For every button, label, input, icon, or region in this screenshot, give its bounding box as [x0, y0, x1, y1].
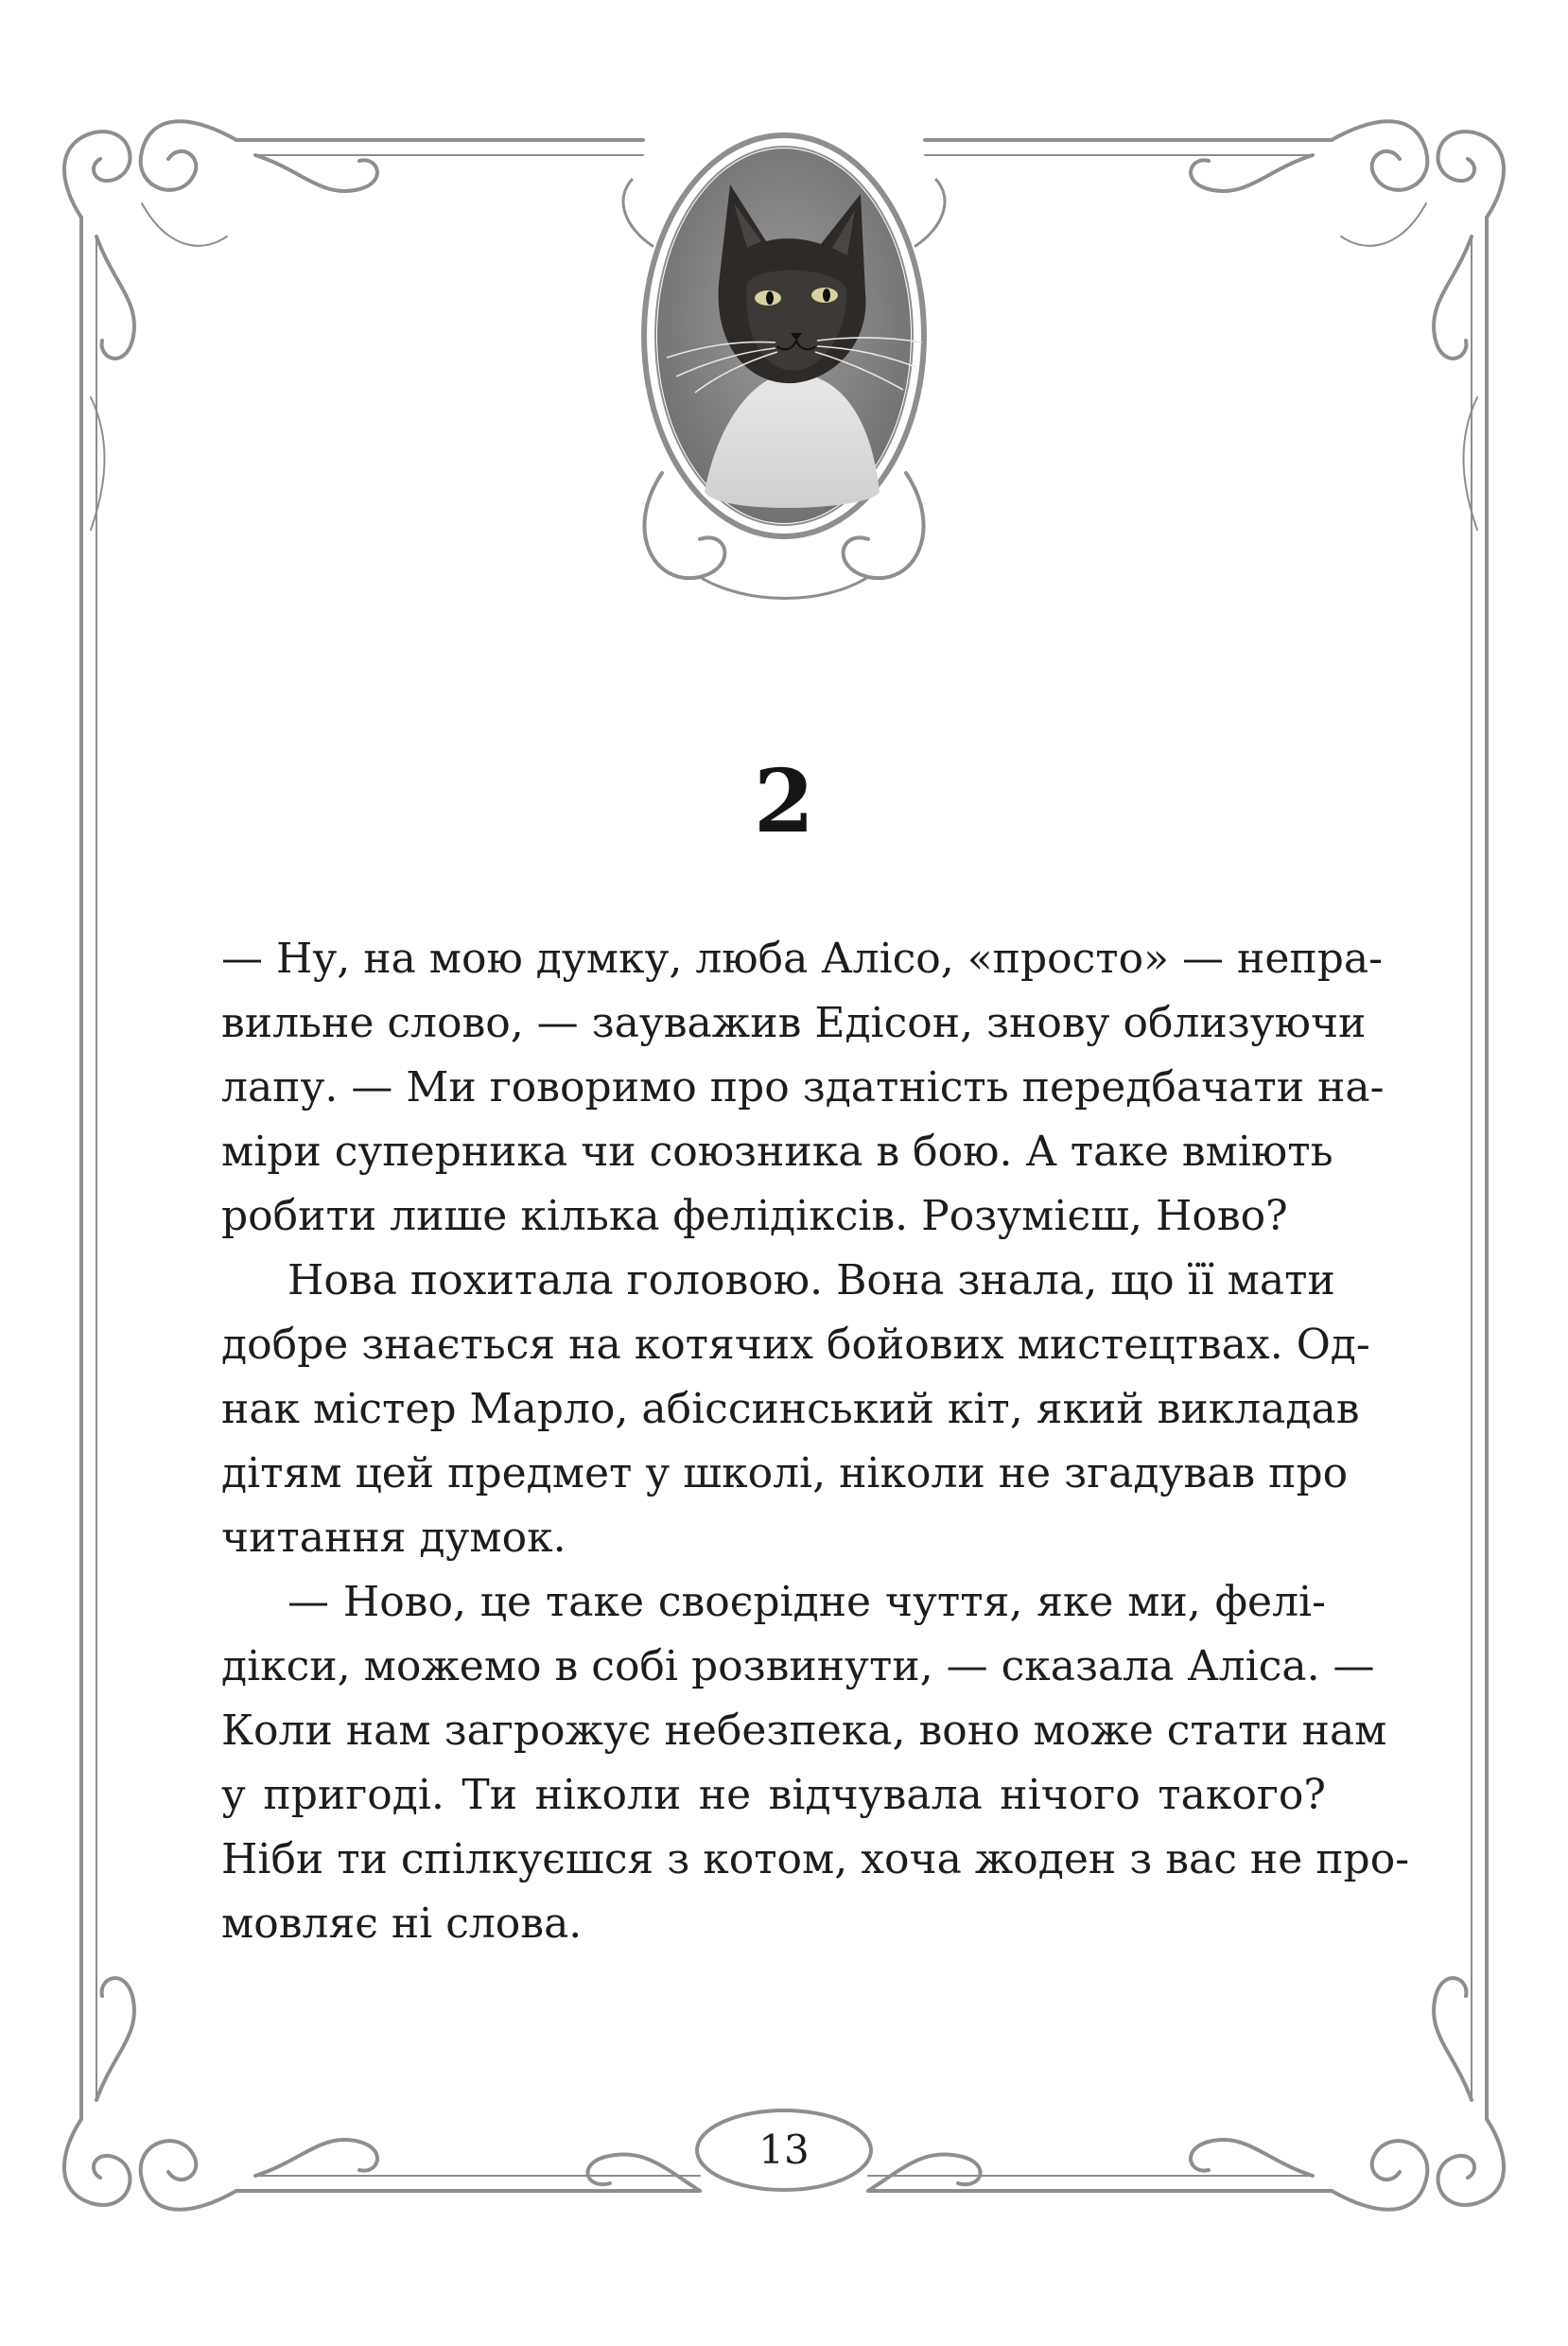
text-line: — Ново, це таке своєрідне чуття, яке ми, фелі- [287, 1578, 1326, 1626]
text-line: читання думок. [221, 1514, 566, 1562]
text-line: Коли нам загрожує небезпека, воно може стати нам [221, 1707, 1387, 1755]
siamese-cat-illustration [657, 149, 922, 523]
text-line: Ніби ти спілкуєшся з котом, хоча жоден з вас не про- [221, 1835, 1410, 1883]
text-line: дітям цей предмет у школі, ніколи не згадував про [221, 1449, 1349, 1497]
chapter-number: 2 [753, 750, 814, 852]
text-line: дікси, можемо в собі розвинути, — сказала Аліса. — [221, 1642, 1375, 1690]
text-line: Нова похитала головою. Вона знала, що її мати [287, 1256, 1335, 1304]
text-line: вильне слово, — зауважив Едісон, знову облизуючи [221, 999, 1367, 1047]
corner-flourish-top-right [1191, 121, 1504, 530]
corner-flourish-top-left [64, 121, 377, 530]
text-line: у пригоді. Ти ніколи не відчувала нічого такого? [221, 1771, 1326, 1819]
text-line: добре знається на котячих бойових мистецтвах. Од- [221, 1321, 1370, 1369]
chapter-body-text [221, 927, 1410, 1956]
text-line: мовляє ні слова. [221, 1900, 583, 1948]
text-line: — Ну, на мою думку, люба Алісо, «просто» — непра- [221, 935, 1383, 983]
text-line: робити лише кілька фелідіксів. Розумієш, Ново? [221, 1192, 1288, 1240]
text-line: міри суперника чи союзника в бою. А таке вміють [221, 1128, 1333, 1176]
frame-left-border [81, 218, 96, 2119]
page-number: 13 [758, 2127, 810, 2173]
text-line: лапу. — Ми говоримо про здатність передбачати на- [221, 1063, 1385, 1112]
frame-right-border [1472, 218, 1487, 2119]
text-line: нак містер Марло, абіссинський кіт, який викладав [221, 1385, 1360, 1433]
